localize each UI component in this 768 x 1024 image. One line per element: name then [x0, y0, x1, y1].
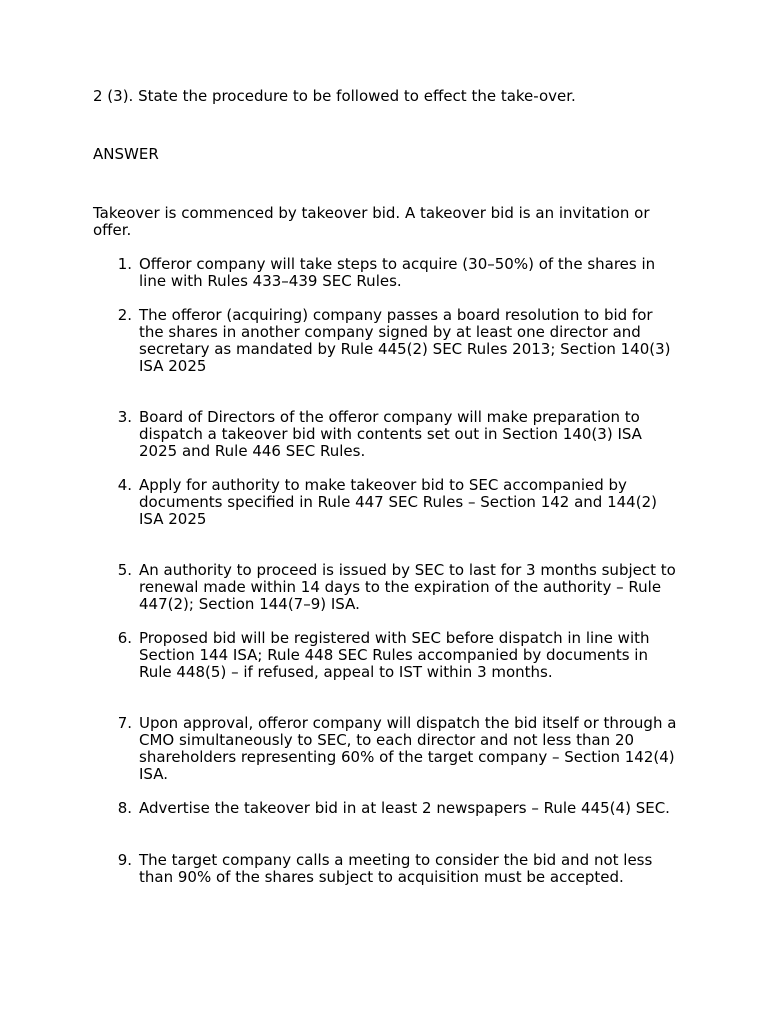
- list-item-number: 9.: [117, 851, 132, 869]
- list-item-number: 8.: [117, 799, 132, 817]
- list-item-text: Upon approval, offeror company will dispatch the bid itself or through a CMO simultaneously to SEC, to each director and not less than 20 shareholders representing 60% of the target company – Section 142(4) ISA.: [139, 714, 677, 783]
- list-item-text: The offeror (acquiring) company passes a board resolution to bid for the shares in another company signed by at least one director and secretary as mandated by Rule 445(2) SEC Rules 2013; Section 140(3) ISA 2025: [139, 306, 671, 375]
- list-item-number: 7.: [117, 714, 132, 732]
- question-text: 2 (3). State the procedure to be followed to effect the take-over.: [93, 87, 576, 105]
- list-item-text: Advertise the takeover bid in at least 2 newspapers – Rule 445(4) SEC.: [139, 799, 670, 817]
- list-item-text: Apply for authority to make takeover bid to SEC accompanied by documents specified in Rule 447 SEC Rules – Section 142 and 144(2) ISA 2025: [139, 476, 657, 528]
- intro-paragraph: Takeover is commenced by takeover bid. A takeover bid is an invitation or offer.: [93, 204, 650, 239]
- list-item-number: 3.: [117, 408, 132, 426]
- list-item-number: 5.: [117, 561, 132, 579]
- list-item-text: Offeror company will take steps to acquire (30–50%) of the shares in line with Rules 433–439 SEC Rules.: [139, 255, 656, 290]
- list-item-number: 2.: [117, 306, 132, 324]
- list-item-number: 6.: [117, 629, 132, 647]
- list-item-text: Board of Directors of the offeror company will make preparation to dispatch a takeover bid with contents set out in Section 140(3) ISA 2025 and Rule 446 SEC Rules.: [139, 408, 642, 460]
- list-item-number: 4.: [117, 476, 132, 494]
- list-item-number: 1.: [117, 255, 132, 273]
- answer-heading: ANSWER: [93, 145, 159, 163]
- list-item-text: The target company calls a meeting to consider the bid and not less than 90% of the shares subject to acquisition must be accepted.: [139, 851, 653, 886]
- list-item-text: An authority to proceed is issued by SEC to last for 3 months subject to renewal made within 14 days to the expiration of the authority – Rule 447(2); Section 144(7–9) ISA.: [139, 561, 676, 613]
- list-item-text: Proposed bid will be registered with SEC before dispatch in line with Section 144 ISA; Rule 448 SEC Rules accompanied by documents in Rule 448(5) – if refused, appeal to IST within 3 months.: [139, 629, 650, 681]
